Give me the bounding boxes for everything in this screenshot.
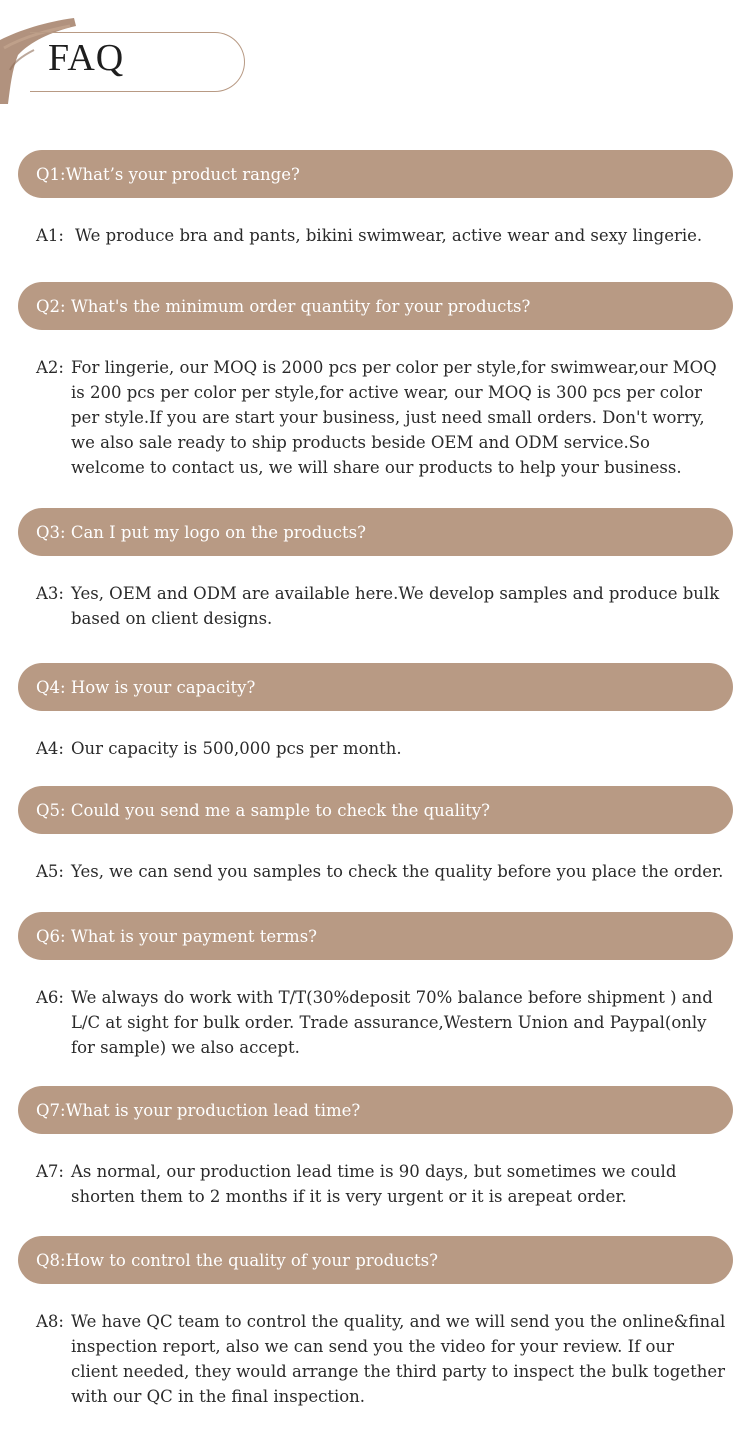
answer-label: A7: (36, 1162, 64, 1181)
answer-text: Yes, OEM and ODM are available here.We develop samples and produce bulk based on client designs. (71, 584, 720, 628)
answer-text: Yes, we can send you samples to check the quality before you place the order. (71, 862, 724, 881)
question-bar-6: Q6: What is your payment terms? (18, 912, 733, 960)
question-bar-8: Q8:How to control the quality of your products? (18, 1236, 733, 1284)
answer-text: We have QC team to control the quality, and we will send you the online&final inspection report, also we can send you the video for your review. If our client needed, they would arrange the third party to inspect the bulk together with our QC in the final inspection. (71, 1312, 726, 1406)
answer-5 (36, 859, 726, 884)
answer-4 (36, 736, 726, 761)
question-bar-3: Q3: Can I put my logo on the products? (18, 508, 733, 556)
answer-2 (36, 355, 726, 480)
question-bar-2: Q2: What's the minimum order quantity for your products? (18, 282, 733, 330)
answer-text: For lingerie, our MOQ is 2000 pcs per color per style,for swimwear,our MOQ is 200 pcs per color per style,for active wear, our MOQ is 300 pcs per color per style.If you are start your business, just need small orders. Don't worry, we also sale ready to ship products beside OEM and ODM service.So welcome to contact us, we will share our products to help your business. (71, 358, 717, 477)
answer-label: A2: (36, 358, 64, 377)
answer-7 (36, 1159, 726, 1209)
answer-3 (36, 581, 726, 631)
question-bar-7: Q7:What is your production lead time? (18, 1086, 733, 1134)
answer-text: Our capacity is 500,000 pcs per month. (71, 739, 402, 758)
question-bar-5: Q5: Could you send me a sample to check the quality? (18, 786, 733, 834)
answer-8 (36, 1309, 726, 1409)
answer-text: We produce bra and pants, bikini swimwear, active wear and sexy lingerie. (75, 226, 703, 245)
question-bar-4: Q4: How is your capacity? (18, 663, 733, 711)
answer-label: A8: (36, 1312, 64, 1331)
answer-label: A1: (36, 226, 64, 245)
answer-label: A6: (36, 988, 64, 1007)
page-title: FAQ (48, 37, 125, 79)
question-bar-1: Q1:What’s your product range? (18, 150, 733, 198)
answer-label: A3: (36, 584, 64, 603)
answer-label: A5: (36, 862, 64, 881)
answer-6 (36, 985, 726, 1060)
answer-text: As normal, our production lead time is 90 days, but sometimes we could shorten them to 2 months if it is very urgent or it is arepeat order. (71, 1162, 677, 1206)
answer-label: A4: (36, 739, 64, 758)
answer-1 (36, 223, 726, 248)
answer-text: We always do work with T/T(30%deposit 70% balance before shipment ) and L/C at sight for bulk order. Trade assurance,Western Union and Paypal(only for sample) we also accept. (71, 988, 713, 1057)
